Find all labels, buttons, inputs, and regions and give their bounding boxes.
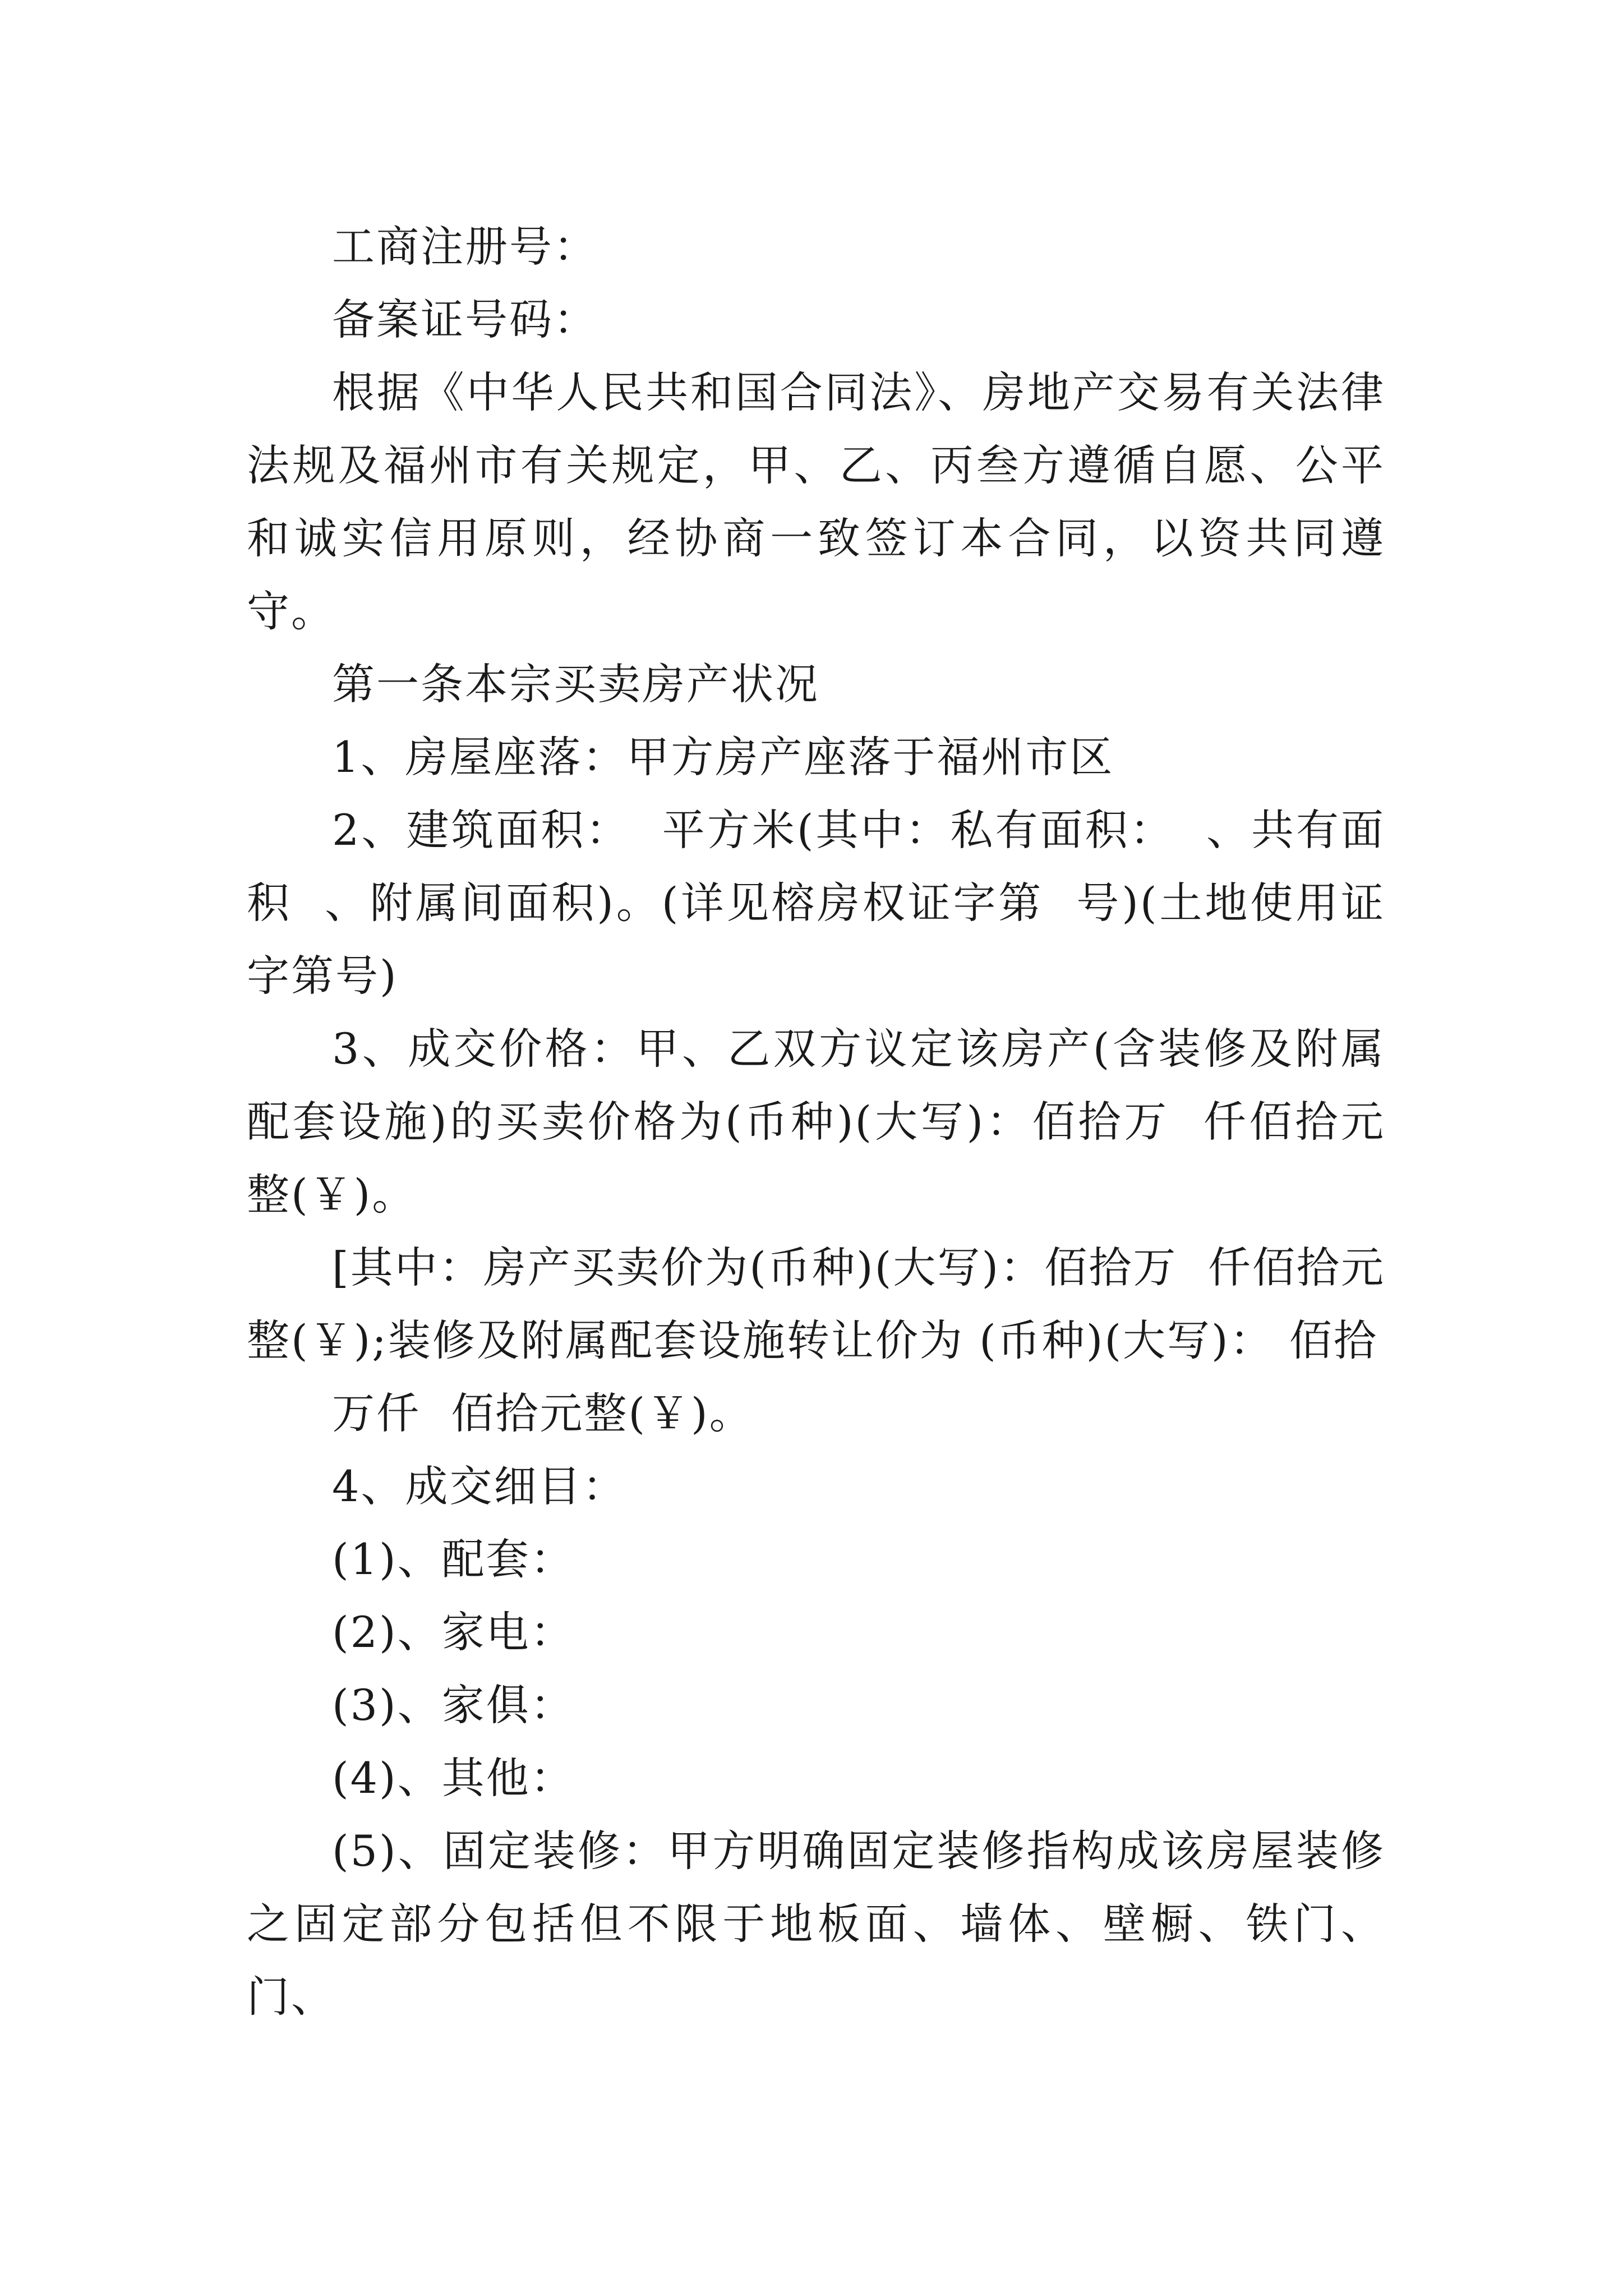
item-3-price-tail: 万仟 佰拾元整(￥)。 (332, 1388, 754, 1438)
item-2-area: 2、建筑面积： 平方米(其中：私有面积： 、共有面积 、附属间面积)。(详见榕房权证字第 号)(土地使用证字第号) (247, 805, 1385, 1001)
sub-item-1-facilities: (1)、配套： (332, 1534, 575, 1584)
item-3-price-detail: [其中：房产买卖价为(币种)(大写)：佰拾万 仟佰拾元整(￥);装修及附属配套设施转让价为 (币种)(大写)： 佰拾 (247, 1243, 1385, 1365)
intro-paragraph: 根据《中华人民共和国合同法》、房地产交易有关法律法规及福州市有关规定，甲、乙、丙叁方遵循自愿、公平和诚实信用原则，经协商一致签订本合同，以资共同遵守。 (247, 367, 1385, 636)
registration-number-line: 工商注册号： (332, 222, 598, 272)
article-1-title: 第一条本宗买卖房产状况 (332, 659, 819, 709)
sub-item-4-other: (4)、其他： (332, 1753, 575, 1803)
sub-item-3-furniture: (3)、家俱： (332, 1680, 575, 1730)
item-3-price: 3、成交价格：甲、乙双方议定该房产(含装修及附属配套设施)的买卖价格为(币种)(大写)：佰拾万 仟佰拾元整(￥)。 (247, 1024, 1385, 1220)
sub-item-2-appliances: (2)、家电： (332, 1607, 575, 1657)
document-body (247, 210, 1385, 2033)
sub-item-5-fixed-decoration: (5)、固定装修：甲方明确固定装修指构成该房屋装修之固定部分包括但不限于地板面、墙体、壁橱、铁门、门、 (247, 1826, 1385, 2022)
item-1-location: 1、房屋座落：甲方房产座落于福州市区 (332, 732, 1114, 782)
item-4-details: 4、成交细目： (332, 1461, 627, 1511)
record-number-line: 备案证号码： (332, 295, 598, 344)
